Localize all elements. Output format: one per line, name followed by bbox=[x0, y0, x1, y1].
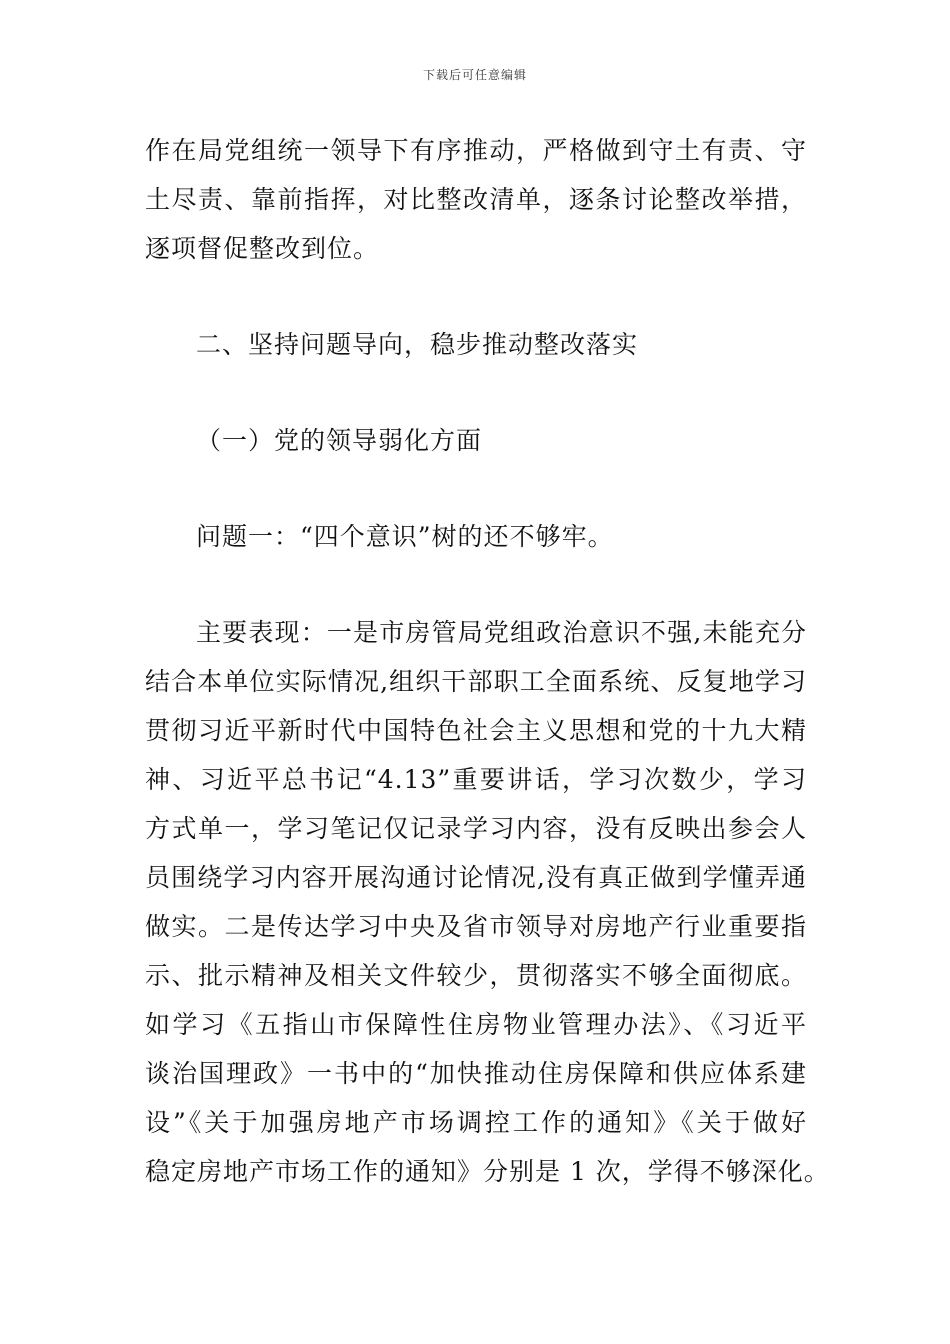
text-line: 二、坚持问题导向，稳步推动整改落实 bbox=[196, 330, 639, 359]
text-line: 作在局党组统一领导下有序推动，严格做到守土有责、守 bbox=[145, 136, 807, 165]
text-line: 方式单一，学习笔记仅记录学习内容，没有反映出参会人 bbox=[145, 814, 807, 843]
text-line: 谈治国理政》一书中的“加快推动住房保障和供应体系建 bbox=[145, 1059, 807, 1088]
problem-title bbox=[145, 512, 807, 561]
text-line: 设”《关于加强房地产市场调控工作的通知》《关于做好 bbox=[145, 1108, 807, 1137]
text-line: 员围绕学习内容开展沟通讨论情况,没有真正做到学懂弄通 bbox=[145, 863, 807, 892]
subsection-heading bbox=[145, 416, 807, 465]
text-line: 做实。二是传达学习中央及省市领导对房地产行业重要指 bbox=[145, 912, 807, 941]
section-heading bbox=[145, 320, 807, 369]
text-line: 土尽责、靠前指挥，对比整改清单，逐条讨论整改举措， bbox=[145, 185, 807, 214]
text-line: 稳定房地产市场工作的通知》分别是 1 次，学得不够深化。 bbox=[145, 1157, 830, 1186]
text-line: 贯彻习近平新时代中国特色社会主义思想和党的十九大精 bbox=[145, 716, 807, 745]
text-line: 结合本单位实际情况,组织干部职工全面系统、反复地学习 bbox=[145, 667, 807, 696]
paragraph-continuation bbox=[145, 126, 807, 273]
text-line: 问题一：“四个意识”树的还不够牢。 bbox=[196, 522, 614, 551]
text-line: 示、批示精神及相关文件较少，贯彻落实不够全面彻底。 bbox=[145, 961, 807, 990]
text-line: （一）党的领导弱化方面 bbox=[196, 426, 483, 455]
header-note: 下载后可任意编辑 bbox=[422, 68, 527, 82]
paragraph-main-performance bbox=[145, 608, 830, 1196]
text-line: 神、习近平总书记“4.13”重要讲话，学习次数少，学习 bbox=[145, 765, 807, 794]
text-line: 逐项督促整改到位。 bbox=[145, 234, 380, 263]
text-line: 主要表现：一是市房管局党组政治意识不强,未能充分 bbox=[196, 618, 807, 647]
document-body bbox=[145, 126, 830, 1196]
text-line: 如学习《五指山市保障性住房物业管理办法》、《习近平 bbox=[145, 1010, 807, 1039]
